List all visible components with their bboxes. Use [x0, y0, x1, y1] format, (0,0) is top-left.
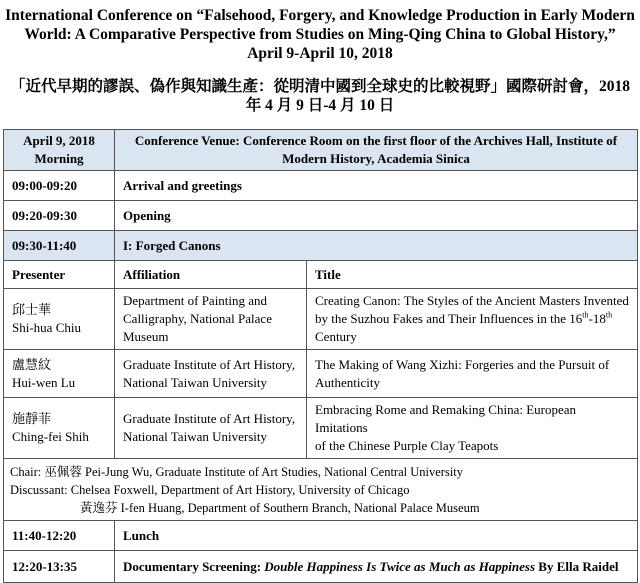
session-title: Lunch — [115, 521, 638, 551]
presenter-cell — [4, 289, 115, 350]
venue-line-2: Modern History, Academia Sinica — [282, 151, 470, 166]
column-header-affiliation: Affiliation — [115, 261, 307, 289]
affiliation-line: National Taiwan University — [123, 429, 267, 444]
affiliation-line: Department of Painting and — [123, 293, 268, 308]
chair-row — [4, 459, 638, 521]
column-header-row — [4, 261, 638, 289]
screening-prefix: Documentary Screening: — [123, 558, 265, 574]
session-row — [4, 171, 638, 201]
affiliation-cell — [115, 289, 307, 350]
title-line: Creating Canon: The Styles of the Ancient Masters Invented — [315, 293, 629, 308]
title-line: Embracing Rome and Remaking China: European Imitations — [315, 402, 577, 435]
english-title-line-2: World: A Comparative Perspective from Studies on Ming-Qing China to Global History,” — [24, 26, 616, 43]
session-row-panel — [4, 231, 638, 261]
presenter-name-zh: 盧慧紋 — [12, 356, 52, 372]
title-line: The Making of Wang Xizhi: Forgeries and the Pursuit of — [315, 356, 610, 372]
affiliation-cell — [115, 398, 307, 459]
title-text: by the Suzhou Fakes and Their Influences in the 16 — [315, 311, 583, 326]
presenter-row — [4, 289, 638, 350]
screening-row — [4, 551, 638, 583]
lunch-row — [4, 521, 638, 551]
affiliation-line: Graduate Institute of Art History, — [123, 411, 296, 426]
discussant-line-2: 黃逸芬 I-fen Huang, Department of Southern Branch, National Palace Museum — [80, 500, 480, 515]
conference-dates: April 9-April 10, 2018 — [247, 45, 393, 62]
chinese-title-line-2: 年 4 月 9 日-4 月 10 日 — [245, 97, 395, 114]
english-title — [0, 0, 640, 63]
affiliation-line: Graduate Institute of Art History, — [123, 356, 296, 372]
title-line — [315, 310, 629, 328]
title-line: of the Chinese Purple Clay Teapots — [315, 438, 499, 453]
discussant-line: Discussant: Chelsea Foxwell, Department of Art History, University of Chicago — [10, 482, 410, 497]
title-line: Authenticity — [315, 374, 380, 390]
presenter-row — [4, 350, 638, 398]
column-header-presenter: Presenter — [4, 261, 115, 289]
screening-title — [115, 551, 638, 583]
column-header-title: Title — [307, 261, 638, 289]
title-line: Century — [315, 329, 357, 344]
date-label: April 9, 2018 — [23, 133, 95, 148]
presenter-name-zh: 邱士華 — [12, 302, 52, 317]
presenter-row — [4, 398, 638, 459]
film-title: Double Happiness Is Twice as Much as Happiness — [264, 558, 536, 574]
presenter-cell — [4, 398, 115, 459]
presenter-name-en: Ching-fei Shih — [12, 429, 89, 444]
venue-line-1: Conference Venue: Conference Room on the first floor of the Archives Hall, Institute of — [134, 133, 618, 148]
title-cell — [307, 398, 638, 459]
session-title: I: Forged Canons — [115, 231, 638, 261]
session-time: 09:20-09:30 — [4, 201, 115, 231]
presenter-name-en: Hui-wen Lu — [12, 374, 76, 390]
schedule-table — [3, 129, 638, 583]
chair-line: Chair: 巫佩蓉 Pei-Jung Wu, Graduate Institute of Art Studies, National Central University — [10, 464, 464, 479]
session-row — [4, 201, 638, 231]
date-cell — [4, 130, 115, 171]
session-title: Opening — [115, 201, 638, 231]
title-text: -18 — [588, 311, 606, 326]
chair-discussant-cell — [4, 459, 638, 521]
session-time: 11:40-12:20 — [4, 521, 115, 551]
session-time: 12:20-13:35 — [4, 551, 115, 583]
ordinal-suffix: th — [582, 310, 589, 320]
affiliation-line: National Taiwan University — [123, 374, 267, 390]
discussant-line-2-wrap — [10, 499, 631, 517]
session-time: 09:00-09:20 — [4, 171, 115, 201]
session-time: 09:30-11:40 — [4, 231, 115, 261]
affiliation-line: Calligraphy, National Palace — [123, 311, 272, 326]
title-cell — [307, 289, 638, 350]
affiliation-line: Museum — [123, 329, 169, 344]
title-cell — [307, 350, 638, 398]
screening-director: By Ella Raidel — [535, 558, 619, 574]
affiliation-cell — [115, 350, 307, 398]
period-label: Morning — [34, 151, 84, 166]
venue-cell — [115, 130, 638, 171]
presenter-name-en: Shi-hua Chiu — [12, 320, 81, 335]
english-title-line-1: International Conference on “Falsehood, Forgery, and Knowledge Production in Early Modern — [5, 7, 635, 24]
session-title: Arrival and greetings — [115, 171, 638, 201]
chinese-title — [0, 63, 640, 115]
ordinal-suffix: th — [605, 310, 613, 320]
document-header — [0, 0, 640, 115]
venue-row — [4, 130, 638, 171]
presenter-cell — [4, 350, 115, 398]
presenter-name-zh: 施靜菲 — [12, 411, 52, 426]
chinese-title-line-1: 「近代早期的謬誤、偽作與知識生產：從明清中國到全球史的比較視野」國際研討會，2018 — [9, 78, 630, 95]
